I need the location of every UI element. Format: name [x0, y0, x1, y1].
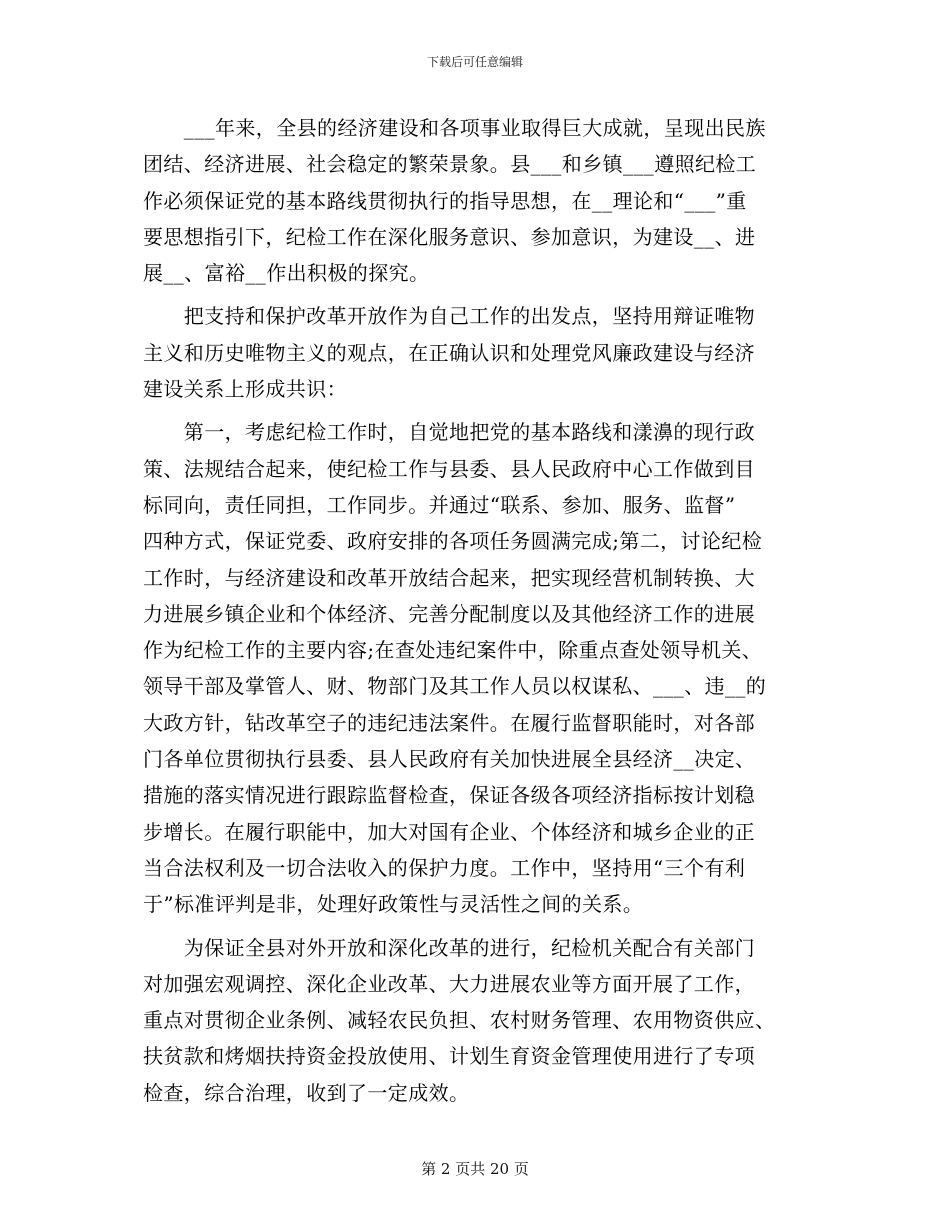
paragraph-1 — [143, 110, 813, 291]
text-line: 对加强宏观调控、深化企业改革、大力进展农业等方面开展了工作， — [143, 971, 755, 996]
text-line: 扶贫款和烤烟扶持资金投放使用、计划生育资金管理使用进行了专项 — [143, 1044, 755, 1069]
document-body — [143, 110, 813, 1111]
text-line: 标同向，责任同担，工作同步。并通过“联系、参加、服务、监督” — [143, 492, 736, 517]
text-line: 步增长。在履行职能中，加大对国有企业、个体经济和城乡企业的正 — [143, 819, 755, 844]
text-line: 工作时，与经济建设和改革开放结合起来，把实现经营机制转换、大 — [143, 565, 755, 590]
text-line: 为保证全县对外开放和深化改革的进行，纪检机关配合有关部门 — [143, 935, 755, 960]
text-line: ___年来，全县的经济建设和各项事业取得巨大成就，呈现出民族 — [143, 116, 766, 140]
text-line: 第一，考虑纪检工作时，自觉地把党的基本路线和漾濞的现行政 — [143, 420, 755, 445]
paragraph-2 — [143, 298, 813, 407]
text-line: 要思想指引下，纪检工作在深化服务意识、参加意识，为建设__、进 — [143, 224, 756, 249]
text-line: 把支持和保护改革开放作为自己工作的出发点，坚持用辩证唯物 — [143, 304, 755, 329]
page-number-footer: 第 2 页共 20 页 — [421, 1160, 529, 1178]
text-line: 领导干部及掌管人、财、物部门及其工作人员以权谋私、___、违__的 — [143, 674, 767, 699]
text-line: 力进展乡镇企业和个体经济、完善分配制度以及其他经济工作的进展 — [143, 601, 755, 626]
text-line: 主义和历史唯物主义的观点，在正确认识和处理党风廉政建设与经济 — [143, 340, 755, 365]
text-line: 重点对贯彻企业条例、减轻农民负担、农村财务管理、农用物资供应、 — [143, 1008, 776, 1033]
text-line: 大政方针，钻改革空子的违纪违法案件。在履行监督职能时，对各部 — [143, 710, 755, 735]
text-line: 建设关系上形成共识： — [143, 377, 347, 402]
text-line: 作必须保证党的基本路线贯彻执行的指导思想，在__理论和“___”重 — [143, 188, 747, 213]
text-line: 团结、经济进展、社会稳定的繁荣景象。县___和乡镇___遵照纪检工 — [143, 152, 757, 177]
text-line: 作为纪检工作的主要内容;在查处违纪案件中，除重点查处领导机关、 — [143, 638, 763, 663]
text-line: 检查，综合治理，收到了一定成效。 — [143, 1080, 470, 1105]
text-line: 四种方式，保证党委、政府安排的各项任务圆满完成;第二，讨论纪检 — [143, 529, 763, 554]
page-header: 下载后可任意编辑 — [426, 55, 523, 69]
paragraph-4 — [143, 930, 813, 1111]
text-line: 于”标准评判是非，处理好政策性与灵活性之间的关系。 — [143, 892, 644, 917]
paragraph-3 — [143, 414, 813, 922]
text-line: 展__、富裕__作出积极的探究。 — [143, 261, 430, 286]
text-line: 措施的落实情况进行跟踪监督检查，保证各级各项经济指标按计划稳 — [143, 783, 755, 808]
text-line: 当合法权利及一切合法收入的保护力度。工作中，坚持用“三个有利 — [143, 855, 746, 880]
text-line: 门各单位贯彻执行县委、县人民政府有关加快进展全县经济__决定、 — [143, 747, 756, 772]
text-line: 策、法规结合起来，使纪检工作与县委、县人民政府中心工作做到目 — [143, 456, 755, 481]
